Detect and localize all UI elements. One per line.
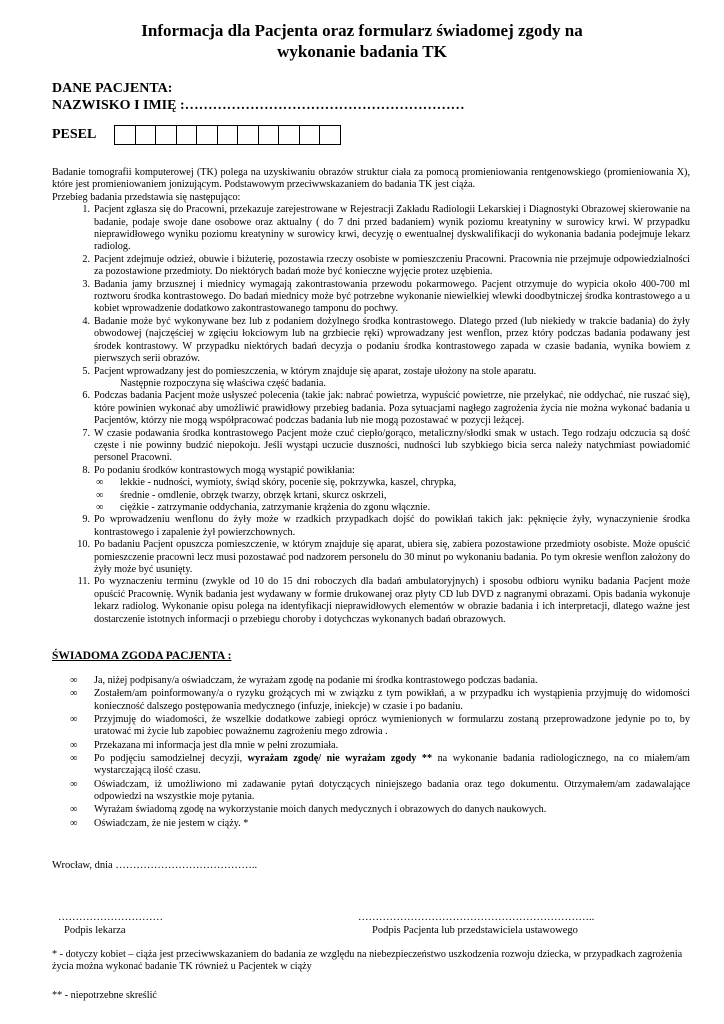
pesel-label: PESEL [52, 127, 97, 142]
course-label: Przebieg badania przedstawia się następująco: [52, 191, 241, 203]
list-item [52, 539, 690, 576]
item-text: Badania jamy brzusznej i miednicy wymagają zakontrastowania przewodu pokarmowego. Pacjent otrzymuje do wypicia około 400-700 ml roztworu środka kontrastowego. Do badań miednicy może być potrzebne wykonanie niewielkiej wlewki doodbytniczej środka kontrastowego a u kobiet wprowadzenie dodatkowo zakontrastowanego tamponu do pochwy. [94, 278, 690, 315]
patient-signature-line[interactable]: ………………………………………………………….. [358, 912, 595, 923]
item-number: 10. [77, 539, 90, 551]
complications-list [52, 477, 690, 514]
bullet-icon: ∞ [70, 688, 78, 700]
consent-item [52, 753, 690, 778]
item-text: Badanie może być wykonywane bez lub z podaniem dożylnego środka kontrastowego. Dlatego przed (lub niekiedy w trakcie badania) do żyły obwodowej (najczęściej w zgięciu łokciowym lub na grzbiecie ręki) wprowadzany jest wenflon, przez który podczas badania podawany jest środek kontrastowy. W przypadku niektórych badań decyzja o podaniu środka kontrastowego zapada w czasie badania, wynika bowiem z pierwszych serii obrazów. [94, 315, 690, 365]
consent-text: Ja, niżej podpisany/a oświadczam, że wyrażam zgodę na podanie mi środka kontrastowego podczas badania. [94, 675, 538, 686]
name-field[interactable]: NAZWISKO I IMIĘ :…………………………………………………… [52, 98, 465, 113]
patient-data-label: DANE PACJENTA: [52, 81, 173, 96]
item-number: 4. [82, 315, 90, 327]
list-item [52, 316, 690, 366]
bullet-icon: ∞ [96, 501, 104, 513]
pesel-digit-box[interactable] [217, 125, 239, 145]
consent-list [52, 675, 690, 831]
consent-item [52, 818, 690, 830]
item-text: W czasie podawania środka kontrastowego Pacjent może czuć ciepło/gorąco, metaliczny/słodki smak w ustach. Tego rodzaju odczucia są dość częste i nie powinny budzić niepokoju. Jeśli wystąpi uczucie duszności, nudności lub szybkiego bicia serca należy natychmiast powiadomić personel Pracowni. [94, 427, 690, 464]
list-item [52, 428, 690, 465]
doctor-signature-line[interactable]: ………………………… [58, 912, 163, 923]
consent-text: Po podjęciu samodzielnej decyzji, [94, 753, 248, 764]
consent-item [52, 714, 690, 739]
item-text: Pacjent wprowadzany jest do pomieszczenia, w którym znajduje się aparat, zostaje ułożony na stole aparatu. [94, 365, 537, 377]
bullet-icon: ∞ [70, 753, 78, 764]
bullet-icon: ∞ [70, 804, 78, 816]
consent-text: Przyjmuję do wiadomości, że wszelkie dodatkowe zabiegi oprócz wymienionych w formularzu zostaną przeprowadzone jedynie po to, by uratować mi życie lub zapobiec poważnemu zagrożeniu mego zdrowia . [94, 714, 690, 738]
item-number: 1. [82, 204, 90, 216]
list-item [52, 254, 690, 279]
pesel-digit-box[interactable] [196, 125, 218, 145]
complication-text: lekkie - nudności, wymioty, świąd skóry, pocenie się, pokrzywka, kaszel, chrypka, [120, 477, 457, 489]
consent-text: Wyrażam świadomą zgodę na wykorzystanie moich danych medycznych i obrazowych do danych naukowych. [94, 804, 547, 816]
patient-signature-label: Podpis Pacjenta lub przedstawiciela ustawowego [372, 925, 578, 936]
footnote-strike: ** - niepotrzebne skreślić [52, 990, 157, 1001]
complication-text: średnie - omdlenie, obrzęk twarzy, obrzęk krtani, skurcz oskrzeli, [120, 489, 387, 501]
pesel-digit-box[interactable] [155, 125, 177, 145]
item-number: 7. [82, 427, 90, 439]
list-item-continuation: Następnie rozpoczyna się właściwa część badania. [120, 377, 326, 389]
consent-text: Przekazana mi informacja jest dla mnie w pełni zrozumiała. [94, 739, 339, 751]
item-number: 6. [82, 390, 90, 402]
consent-text: Zostałem/am poinformowany/a o ryzyku grożących mi w związku z tym powikłań, a w przypadku ich wystąpienia przyjmuję do widomości konieczność dalszego postępowania medycznego (infuzje, iniekcje) w czasie i po badaniu. [94, 688, 690, 712]
consent-text-tail: na wykonanie badania radiologicznego, na co miałem/am wystarczającą ilość czasu. [94, 753, 690, 777]
bullet-icon: ∞ [70, 817, 78, 829]
list-item [52, 366, 690, 378]
bullet-icon: ∞ [70, 714, 78, 725]
pesel-digit-box[interactable] [319, 125, 341, 145]
bullet-icon: ∞ [96, 489, 104, 501]
item-text: Po wprowadzeniu wenflonu do żyły może w rzadkich przypadkach dojść do powikłań takich jak: pęknięcie żyły, wynaczynienie środka kontrastowego i zapalenie żył powierzchownych. [94, 514, 690, 538]
item-text: Po wyznaczeniu terminu (zwykle od 10 do 15 dni roboczych dla badań ambulatoryjnych) i sposobu odbioru wyniku badania Pacjent może opuścić Pracownię. Wynik badania jest wydawany w formie drukowanej oraz płyty CD lub DVD z nagranymi obrazami. Opis badania wykonuje lekarz radiolog. Wykonanie opisu polega na identyfikacji nieprawidłowych elementów w obrazie badania i ich interpretacji, dlatego ważne jest dostarczenie istotnych informacji o przebiegu choroby i dotychczas wykonanych badań obrazowych. [94, 576, 690, 625]
pesel-digit-box[interactable] [176, 125, 198, 145]
list-item [52, 576, 690, 626]
patient-data-section [52, 80, 465, 114]
item-text: Pacjent zdejmuje odzież, obuwie i biżuterię, pozostawia rzeczy osobiste w pomieszczeniu Pracowni. Pracownia nie przejmuje odpowiedzialności za pozostawione przedmioty. Do niektórych badań może być konieczne wyjęcie protez uzębienia. [94, 253, 690, 278]
consent-item [52, 675, 690, 687]
pesel-digit-box[interactable] [299, 125, 321, 145]
consent-item [52, 688, 690, 713]
consent-title: ŚWIADOMA ZGODA PACJENTA : [52, 650, 232, 662]
pesel-digit-box[interactable] [135, 125, 157, 145]
consent-item [52, 779, 690, 804]
intro-paragraph: Badanie tomografii komputerowej (TK) polega na uzyskiwaniu obrazów struktur ciała za pomocą promieniowania rentgenowskiego (promieniowania X), które jest promieniowaniem jonizującym. Podstawowym przeciwwskazaniem do badania TK jest ciąża. [52, 167, 690, 191]
bullet-icon: ∞ [96, 477, 104, 489]
pesel-digit-box[interactable] [237, 125, 259, 145]
list-item [52, 390, 690, 427]
item-text: Podczas badania Pacjent może usłyszeć polecenia (takie jak: nabrać powietrza, wypuścić powietrze, nie przełykać, nie oddychać, nie ruszać się), które powinien wykonać aby umożliwić prawidłowy przebieg badania. Poza sytuacjami nagłego zagrożenia życia nie można wykonać badania u Pacjentów, którzy nie mogą współpracować podczas badania lub nie mogą pozostawać w pozycji leżącej. [94, 390, 690, 427]
item-text: Po podaniu środków kontrastowych mogą wystąpić powikłania: [94, 464, 355, 476]
complication-item [94, 477, 690, 489]
bullet-icon: ∞ [70, 778, 78, 790]
item-number: 3. [82, 278, 90, 290]
list-item [52, 465, 690, 477]
title-line-1: Informacja dla Pacjenta oraz formularz świadomej zgody na [141, 21, 583, 40]
information-section [52, 167, 690, 626]
complication-item [94, 490, 690, 502]
item-number: 9. [82, 514, 90, 526]
consent-item [52, 804, 690, 816]
item-number: 11. [77, 576, 90, 588]
complication-item [94, 502, 690, 514]
consent-text: Oświadczam, że nie jestem w ciąży. * [94, 817, 249, 829]
bullet-icon: ∞ [70, 739, 78, 751]
list-item [52, 204, 690, 254]
bullet-icon: ∞ [70, 675, 78, 686]
consent-choice[interactable]: wyrażam zgodę/ nie wyrażam zgody ** [247, 753, 433, 764]
list-item [52, 514, 690, 539]
pesel-field[interactable] [114, 125, 340, 145]
item-text: Pacjent zgłasza się do Pracowni, przekazuje zarejestrowane w Rejestracji Zakładu Radiologii Lekarskiej i Diagnostyki Obrazowej skierowanie na badanie, podaje swoje dane osobowe oraz aktualny ( do 7 dni przed badaniem) wynik poziomu kreatyniny w surowicy krwi. W przypadku nieprawidłowego wyniku poziomu kreatyniny w surowicy krwi, decyzję o ewentualnej dyskwalifikacji do wykonania badania podejmuje lekarz radiolog. [94, 204, 690, 253]
pesel-digit-box[interactable] [278, 125, 300, 145]
item-number: 8. [82, 464, 90, 476]
procedure-list [52, 204, 690, 626]
item-number: 2. [82, 253, 90, 265]
consent-text: Oświadczam, iż umożliwiono mi zadawanie pytań dotyczących niniejszego badania oraz tego dokumentu. Otrzymałem/am zadawalające odpowiedzi na wszystkie moje pytania. [94, 778, 690, 803]
doctor-signature-label: Podpis lekarza [64, 925, 126, 936]
complication-text: ciężkie - zatrzymanie oddychania, zatrzymanie krążenia do zgonu włącznie. [120, 501, 430, 513]
footnote-pregnancy: * - dotyczy kobiet – ciąża jest przeciwwskazaniem do badania ze względu na niebezpieczeństwo uszkodzenia rozwoju dziecka, w przypadkach zagrożenia życia można wykonać badanie TK również u Pacjentek w ciąży [52, 949, 683, 973]
document-title [0, 20, 724, 62]
title-line-2: wykonanie badania TK [277, 42, 447, 61]
pesel-digit-box[interactable] [114, 125, 136, 145]
item-text: Po badaniu Pacjent opuszcza pomieszczenie, w którym znajduje się aparat, ubiera się, zabiera pozostawione przedmioty osobiste. Może opuścić pomieszczenie pracowni lecz musi pozostawać pod nadzorem personelu do 30 minut po wykonaniu badania. Po tym okresie wenflon założony do żyły może być usunięty. [94, 539, 690, 575]
list-item [52, 279, 690, 316]
place-date-field[interactable]: Wrocław, dnia ………………………………….. [52, 860, 258, 871]
consent-item [52, 740, 690, 752]
item-number: 5. [82, 365, 90, 377]
pesel-digit-box[interactable] [258, 125, 280, 145]
